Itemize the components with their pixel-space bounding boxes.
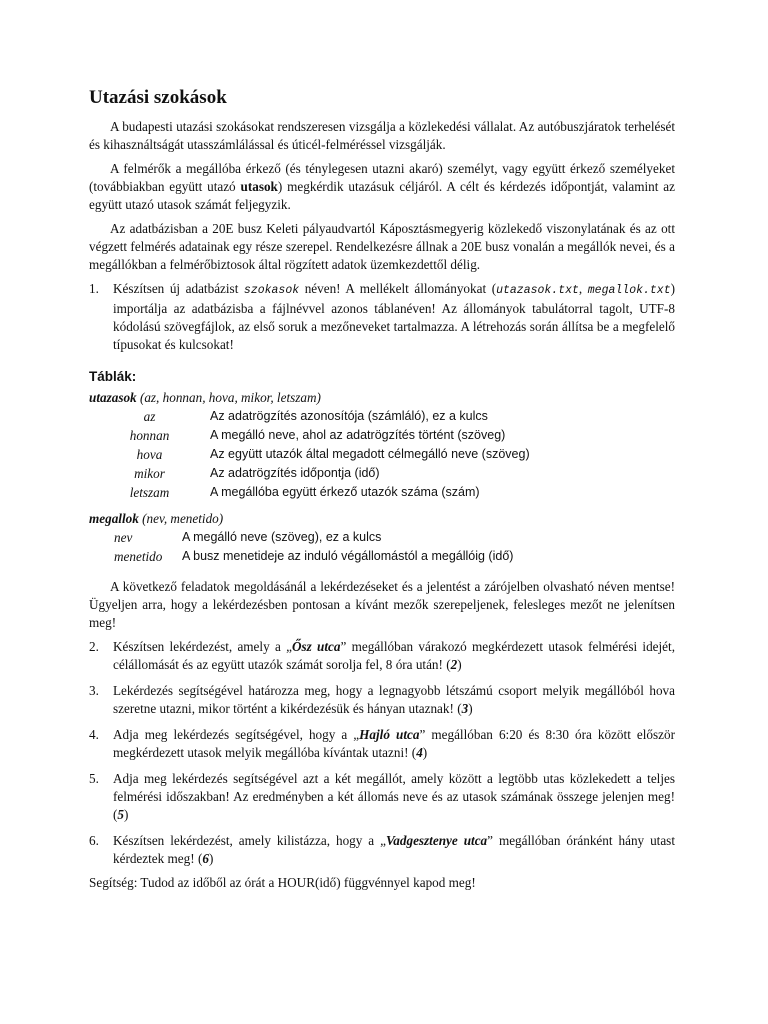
task-text: )	[468, 701, 473, 716]
field-row	[89, 464, 675, 483]
task-3	[89, 682, 675, 718]
field-desc: Az együtt utazók által megadott célmegálló neve (szöveg)	[210, 447, 530, 461]
field-row	[89, 426, 675, 445]
query-intro-paragraph: A következő feladatok megoldásánál a lekérdezéseket és a jelentést a zárójelben olvasható néven mentse! Ügyeljen arra, hogy a lekérdezésben pontosan a kívánt mezők szerepeljenek, felesleges mezőt ne jelenítsen meg!	[89, 579, 675, 630]
intro-paragraph-1: A budapesti utazási szokásokat rendszeresen vizsgálja a közlekedési vállalat. Az autóbuszjáratok terhelését és kihasználtságát utasszámlálással és úticél-felméréssel vizsgálják.	[89, 119, 675, 152]
task-text: )	[457, 657, 462, 672]
task-text: Adja meg lekérdezés segítségével, hogy a „	[113, 727, 360, 742]
table-megallok-heading	[89, 510, 675, 528]
save-name: 5	[117, 807, 124, 822]
table-name: megallok	[89, 511, 139, 526]
spacer	[89, 502, 675, 510]
task-number: 2.	[89, 639, 99, 654]
task-text: ” megállóban 6:20 és 8:30 óra között először megkérdezett utasok melyik megállóba kívántak utazni! (	[113, 727, 675, 760]
hint-text: Segítség: Tudod az időből az órát a HOUR(idő) függvénnyel kapod meg!	[89, 875, 476, 890]
field-desc: A busz menetideje az induló végállomástól a megállóig (idő)	[182, 549, 514, 563]
task-list-2	[89, 638, 675, 868]
table-fields: (az, honnan, hova, mikor, letszam)	[136, 390, 321, 405]
field-row	[89, 547, 675, 566]
task-text: Készítsen lekérdezést, amely kilistázza, hogy a „	[113, 833, 386, 848]
field-desc: Az adatrögzítés időpontja (idő)	[210, 466, 380, 480]
p2-bold-utasok: utasok	[240, 179, 278, 194]
task-text: )	[422, 745, 428, 760]
task-text: ” megállóban várakozó megkérdezett utasok felmérési idejét, célállomását és az együtt utazók számát sorolja fel, 8 óra után! (	[113, 639, 676, 672]
task-1	[89, 280, 675, 354]
stop-name-osz-utca: Ősz utca	[291, 639, 341, 654]
field-desc: Az adatrögzítés azonosítója (számláló), ez a kulcs	[210, 409, 488, 423]
table-utazasok-fields	[89, 407, 675, 502]
save-name: 2	[450, 657, 458, 672]
database-name: szokasok	[243, 284, 300, 297]
intro-paragraph-3: Az adatbázisban a 20E busz Keleti pályaudvartól Káposztásmegyerig közlekedő viszonylatának és az ott végzett felmérés adatainak egy része szerepel. Rendelkezésre állnak a 20E busz vonalán a megállók nevei, és a megállókban a felmérőbiztosok által rögzített adatok üzemkezdettől délig.	[89, 221, 675, 272]
p2-text-1: A felmérők a megállóba érkező (és ténylegesen utazni akaró) személyt, vagy együtt érkező személyeket (továbbiakban együtt utazó	[89, 161, 675, 194]
field-desc: A megállóba együtt érkező utazók száma (szám)	[210, 485, 480, 499]
task-4	[89, 726, 675, 762]
file-name-utazasok: utazasok.txt	[496, 284, 579, 297]
field-name: menetido	[114, 549, 163, 564]
field-desc: A megálló neve (szöveg), ez a kulcs	[182, 530, 382, 544]
field-name: az	[143, 409, 156, 424]
task-list-1	[89, 280, 675, 354]
task-text: Lekérdezés segítségével határozza meg, hogy a legnagyobb létszámú csoport melyik megállóból hova szeretne utazni, mikor történt a kikérdezésük és hányan utaznak! (	[113, 683, 675, 716]
field-name: hova	[136, 447, 163, 462]
task-number: 1.	[89, 281, 99, 296]
tables-heading: Táblák:	[89, 369, 137, 384]
task-text: )	[124, 807, 129, 822]
field-name: mikor	[134, 466, 165, 481]
task-text: Készítsen új adatbázist	[113, 281, 244, 296]
stop-name-vadgesztenye-utca: Vadgesztenye utca	[385, 833, 488, 848]
field-name: nev	[114, 530, 133, 545]
save-name: 4	[416, 745, 423, 760]
task-text: )	[208, 851, 214, 866]
task-5	[89, 770, 675, 824]
intro-paragraph-2	[89, 160, 675, 214]
field-name: letszam	[129, 485, 170, 500]
table-fields: (nev, menetido)	[138, 511, 224, 526]
p2-text-2: ) megkérdik utazásuk céljáról. A célt és kérdezés időpontját, valamint az együtt utazó utasok számát feljegyzik.	[89, 179, 675, 212]
field-row	[89, 483, 675, 502]
task-text: ) importálja az adatbázisba a fájlnévvel azonos táblanéven! Az állományok tabulátorral tagolt, UTF-8 kódolású szövegfájlok, az első soruk a mezőneveket tartalmazza. A létrehozás során állítsa be a megfelelő típusokat és kulcsokat!	[113, 281, 676, 352]
task-text: Adja meg lekérdezés segítségével azt a két megállót, amely között a legtöbb utas közlekedett a teljes felmérési időszakban! Az eredményben a két állomás neve és az utasok számának összege jelenjen meg! (	[113, 771, 675, 822]
stop-name-hajlo-utca: Hajló utca	[359, 727, 420, 742]
table-name: utazasok	[89, 390, 137, 405]
task-2	[89, 638, 675, 674]
field-row	[89, 407, 675, 426]
task-number: 3.	[89, 683, 99, 698]
task-text: ,	[578, 281, 588, 296]
task-text: néven! A mellékelt állományokat (	[299, 281, 497, 296]
save-name: 3	[461, 701, 469, 716]
field-desc: A megálló neve, ahol az adatrögzítés történt (szöveg)	[210, 428, 506, 442]
save-name: 6	[202, 851, 209, 866]
page-title: Utazási szokások	[89, 87, 227, 108]
table-utazasok-heading	[89, 389, 675, 407]
task-text: Készítsen lekérdezést, amely a „	[113, 639, 292, 654]
task-text: ” megállóban óránként hány utast kérdeztek meg! (	[113, 833, 675, 866]
field-name: honnan	[129, 428, 170, 443]
field-row	[89, 528, 675, 547]
table-megallok-fields	[89, 528, 675, 566]
file-name-megallok: megallok.txt	[587, 284, 671, 297]
field-row	[89, 445, 675, 464]
task-number: 6.	[89, 833, 99, 848]
task-6	[89, 832, 675, 868]
document-page	[89, 86, 675, 892]
task-number: 5.	[89, 771, 99, 786]
task-number: 4.	[89, 727, 99, 742]
